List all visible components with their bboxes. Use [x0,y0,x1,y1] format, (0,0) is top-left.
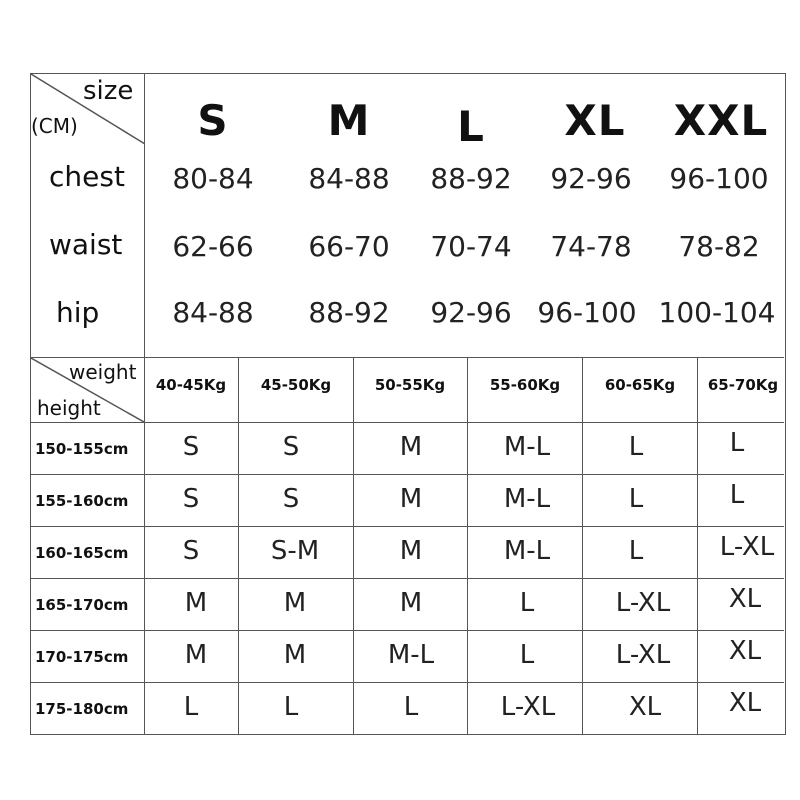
size-header: L [457,102,485,151]
size-cell: XL [728,584,762,614]
size-cell: XL [628,692,662,722]
size-cell: L [729,480,745,510]
column-divider [697,358,698,734]
size-cell: M-L [503,432,551,462]
size-cell: M [184,640,208,670]
weight-header: 50-55Kg [374,376,446,394]
weight-header: 40-45Kg [155,376,227,394]
size-cell: XL [728,688,762,718]
waist-value: 66-70 [308,230,390,263]
hip-value: 84-88 [172,296,254,329]
size-cell: M-L [387,640,435,670]
size-cell: M [399,588,423,618]
hip-value: 100-104 [658,296,776,329]
weight-header: 65-70Kg [707,376,779,394]
size-cell: M [399,484,423,514]
size-header: M [327,96,371,145]
weight-header: 55-60Kg [489,376,561,394]
size-cell: M [399,536,423,566]
hip-value: 96-100 [537,296,637,329]
size-cell: L [519,588,535,618]
row-label-waist: waist [49,228,123,261]
chest-value: 92-96 [550,162,632,195]
row-divider [31,630,784,631]
weight-header: 60-65Kg [604,376,676,394]
size-cell: S [282,432,300,462]
size-cell: L [183,692,199,722]
height-label: 175-180cm [35,700,129,718]
column-divider [467,358,468,734]
size-header: S [197,96,229,145]
row-divider [31,526,784,527]
corner-height-label: height [37,396,101,420]
size-cell: M [399,432,423,462]
row-divider [31,422,784,423]
waist-value: 74-78 [550,230,632,263]
height-label: 155-160cm [35,492,129,510]
size-cell: L-XL [615,640,671,670]
row-divider [31,474,784,475]
height-weight-table [31,357,784,733]
height-label: 165-170cm [35,596,129,614]
chest-value: 80-84 [172,162,254,195]
size-cell: L [403,692,419,722]
size-cell: L [628,432,644,462]
weight-header: 45-50Kg [260,376,332,394]
size-chart [30,73,786,735]
height-label: 160-165cm [35,544,129,562]
size-cell: L [729,428,745,458]
waist-value: 62-66 [172,230,254,263]
row-label-chest: chest [49,160,125,193]
size-cell: L-XL [615,588,671,618]
size-cell: L [628,484,644,514]
height-label: 150-155cm [35,440,129,458]
row-divider [31,682,784,683]
size-cell: S [282,484,300,514]
corner-unit-label: (CM) [31,114,78,138]
corner-size-label: size [83,76,134,106]
column-divider [353,358,354,734]
size-cell: M [283,588,307,618]
size-cell: M [184,588,208,618]
row-divider [31,578,784,579]
waist-value: 78-82 [678,230,760,263]
size-cell: M [283,640,307,670]
size-measurement-table [31,74,784,357]
size-cell: M-L [503,536,551,566]
size-cell: L [283,692,299,722]
column-divider [238,358,239,734]
column-divider [144,358,145,734]
height-label: 170-175cm [35,648,129,666]
size-cell: S-M [270,536,320,566]
hip-value: 88-92 [308,296,390,329]
size-header: XL [564,96,626,145]
hip-value: 92-96 [430,296,512,329]
size-cell: S [182,484,200,514]
row-label-hip: hip [56,296,100,329]
chest-value: 96-100 [669,162,769,195]
column-divider [582,358,583,734]
size-header: XXL [673,96,769,145]
size-cell: XL [728,636,762,666]
size-cell: L [628,536,644,566]
chest-value: 84-88 [308,162,390,195]
size-cell: S [182,432,200,462]
corner-weight-label: weight [69,360,137,384]
size-cell: L-XL [500,692,556,722]
size-cell: L-XL [719,532,775,562]
size-cell: S [182,536,200,566]
size-cell: M-L [503,484,551,514]
size-cell: L [519,640,535,670]
chest-value: 88-92 [430,162,512,195]
waist-value: 70-74 [430,230,512,263]
